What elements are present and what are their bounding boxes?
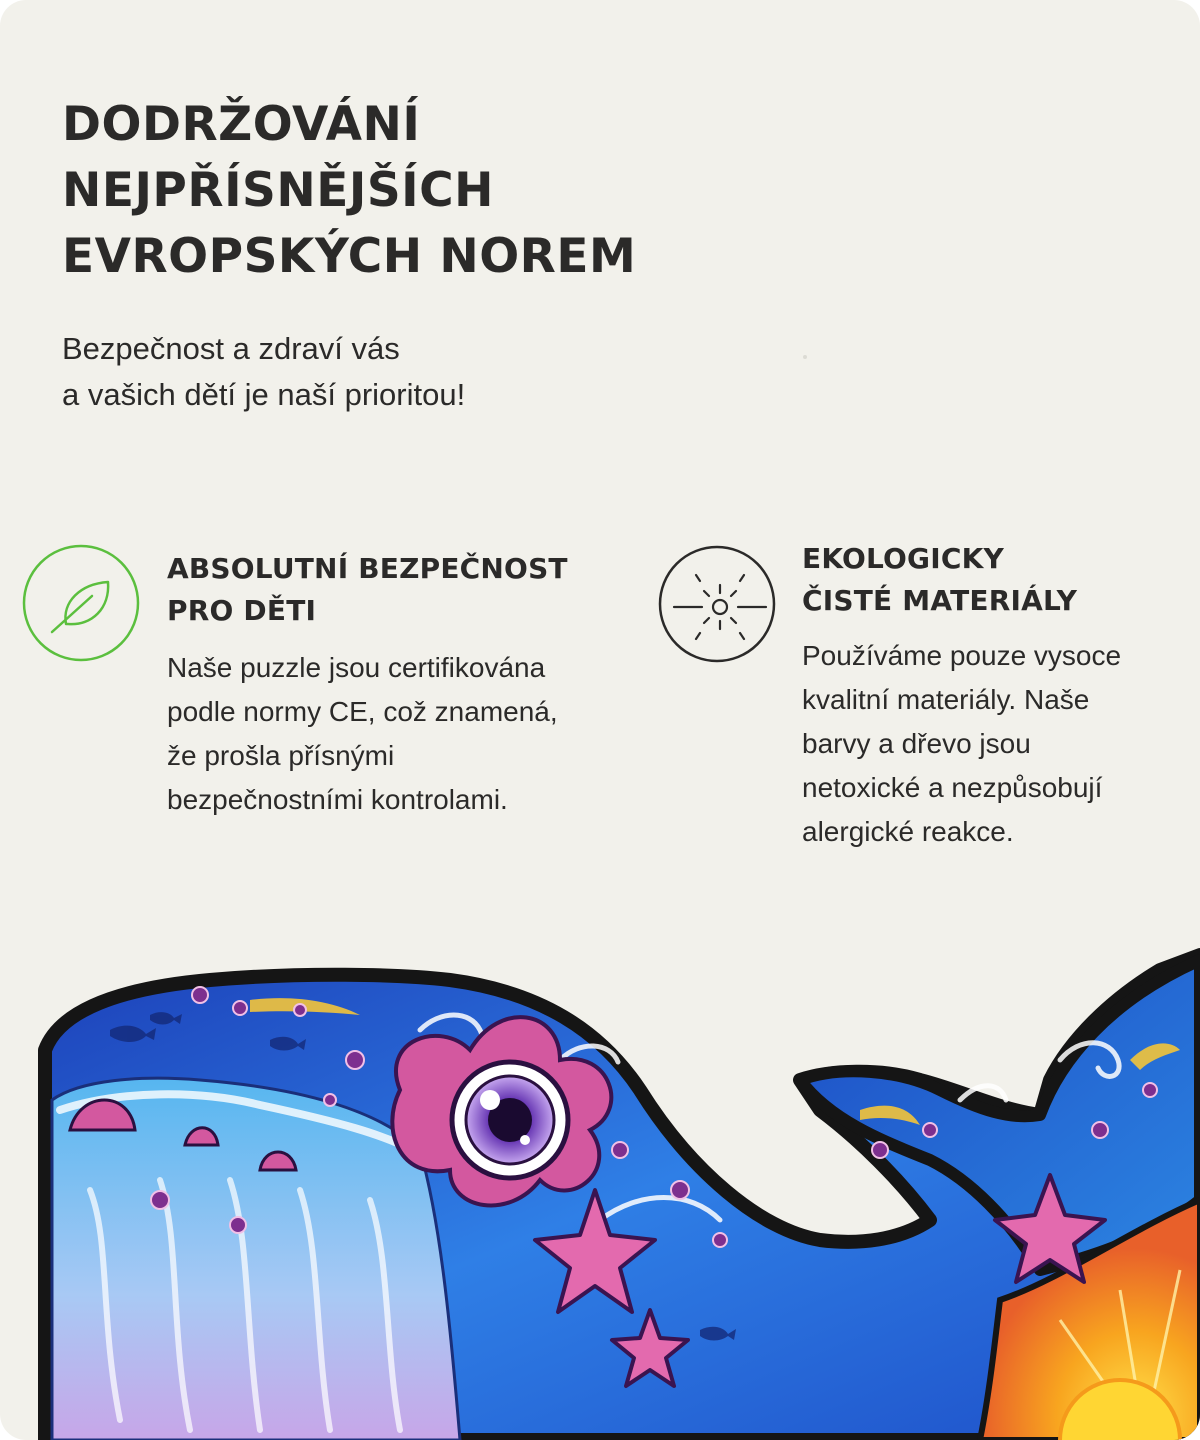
feature-text-line: bezpečnostními kontrolami. [167, 784, 508, 815]
whale-puzzle-illustration [0, 940, 1200, 1440]
feature-title-line: PRO DĚTI [167, 594, 317, 627]
intro-line-1: Bezpečnost a zdraví vás [62, 331, 400, 366]
feature-text-line: kvalitní materiály. Naše [802, 684, 1090, 715]
feature-description-child-safety [167, 646, 558, 822]
feature-title-line: EKOLOGICKY [802, 542, 1004, 575]
intro-line-2: a vašich dětí je naší prioritou! [62, 377, 466, 412]
feature-description-eco-materials [802, 634, 1121, 854]
page-title-line-2: NEJPŘÍSNĚJŠÍCH [62, 163, 494, 218]
feature-text-line: barvy a dřevo jsou [802, 728, 1031, 759]
page-title-line-1: DODRŽOVÁNÍ [62, 97, 421, 152]
feature-text-line: alergické reakce. [802, 816, 1014, 847]
page-title [62, 92, 636, 290]
feature-text-line: podle normy CE, což znamená, [167, 696, 558, 727]
leaf-icon [22, 544, 140, 662]
feature-text-line: netoxické a nezpůsobují [802, 772, 1103, 803]
feature-title-line: ČISTÉ MATERIÁLY [802, 584, 1078, 617]
feature-text-line: že prošla přísnými [167, 740, 395, 771]
feature-title-eco-materials [802, 538, 1077, 622]
feature-title-child-safety [167, 548, 568, 632]
feature-text-line: Naše puzzle jsou certifikována [167, 652, 546, 683]
whale-eye [452, 1062, 568, 1178]
feature-title-line: ABSOLUTNÍ BEZPEČNOST [167, 552, 568, 585]
sun-icon [658, 545, 776, 663]
page-title-line-3: EVROPSKÝCH NOREM [62, 229, 637, 284]
feature-text-line: Používáme pouze vysoce [802, 640, 1122, 671]
decorative-dot [803, 355, 807, 359]
intro-text [62, 326, 465, 418]
